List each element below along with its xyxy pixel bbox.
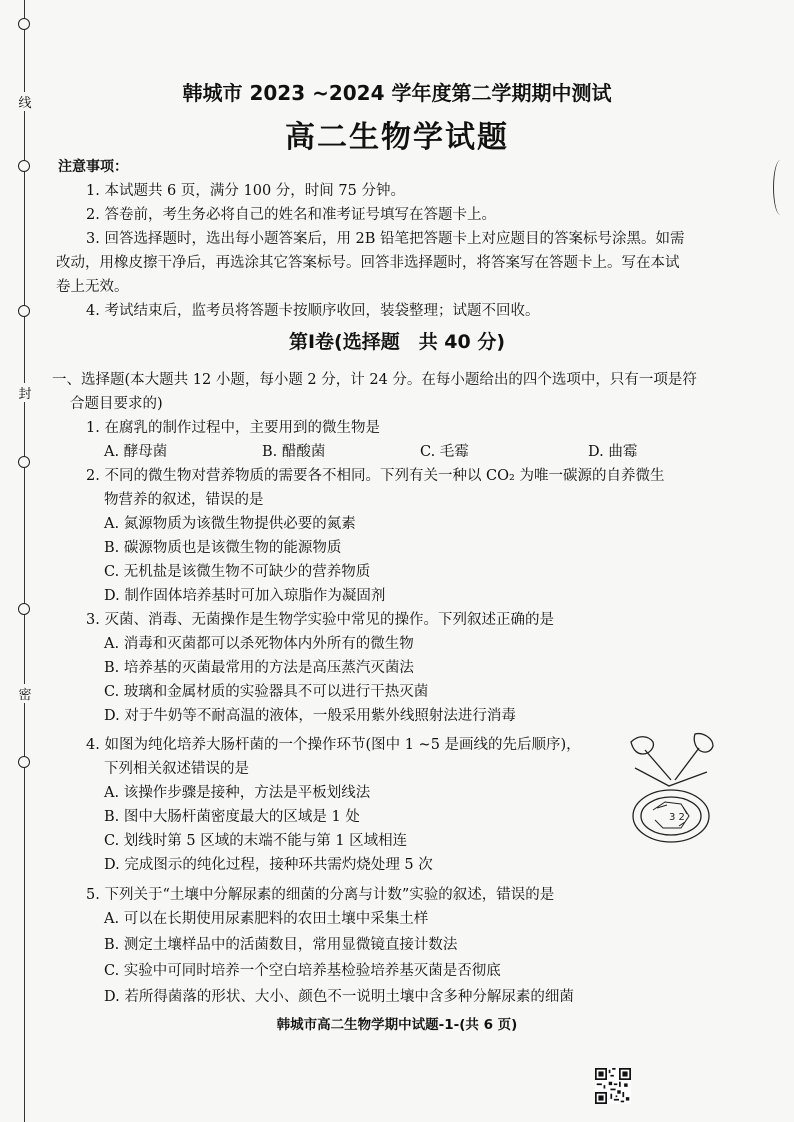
question-5-option-c: C. 实验中可同时培养一个空白培养基检验培养基灭菌是否彻底 [104, 963, 501, 979]
question-3-stem: 3. 灭菌、消毒、无菌操作是生物学实验中常见的操作。下列叙述正确的是 [86, 612, 554, 628]
question-1-option-b: B. 醋酸菌 [262, 444, 326, 460]
notice-line: 1. 本试题共 6 页，满分 100 分，时间 75 分钟。 [86, 183, 405, 199]
question-5-option-d: D. 若所得菌落的形状、大小、颜色不一说明土壤中含多种分解尿素的细菌 [104, 989, 574, 1005]
question-3-option-a: A. 消毒和灭菌都可以杀死物体内外所有的微生物 [104, 636, 414, 652]
question-3-option-d: D. 对于牛奶等不耐高温的液体，一般采用紫外线照射法进行消毒 [104, 708, 516, 724]
question-2-option-a: A. 氮源物质为该微生物提供必要的氮素 [104, 516, 356, 532]
question-5-stem: 5. 下列关于“土壤中分解尿素的细菌的分离与计数”实验的叙述，错误的是 [86, 887, 555, 903]
right-hand-icon [694, 734, 713, 752]
binding-char-mi: 密 [18, 684, 32, 703]
question-3-option-b: B. 培养基的灭菌最常用的方法是高压蒸汽灭菌法 [104, 660, 414, 676]
binding-char-xian: 线 [18, 92, 32, 111]
question-4-stem: 4. 如图为纯化培养大肠杆菌的一个操作环节(图中 1 ~5 是画线的先后顺序)， [86, 737, 581, 753]
question-4-option-b: B. 图中大肠杆菌密度最大的区域是 1 处 [104, 809, 360, 825]
notice-line: 改动，用橡皮擦干净后，再选涂其它答案标号。回答非选择题时，将答案写在答题卡上。写在本试 [56, 255, 680, 271]
notice-line: 2. 答卷前，考生务必将自己的姓名和准考证号填写在答题卡上。 [86, 207, 496, 223]
notice-heading: 注意事项： [58, 159, 128, 175]
streak-plate-figure [625, 728, 717, 848]
question-2-stem: 2. 不同的微生物对营养物质的需要各不相同。下列有关一种以 CO₂ 为唯一碳源的自养微生 [86, 468, 665, 484]
question-4-option-a: A. 该操作步骤是接种，方法是平板划线法 [104, 785, 371, 801]
qr-code-icon [595, 1068, 631, 1104]
left-hand-icon [631, 737, 653, 754]
part-instruction: 一、选择题(本大题共 12 小题，每小题 2 分，计 24 分。在每小题给出的四个选项中，只有一项是符 [52, 372, 697, 388]
question-2-option-c: C. 无机盐是该微生物不可缺少的营养物质 [104, 564, 371, 580]
question-4-option-d: D. 完成图示的纯化过程，接种环共需灼烧处理 5 次 [104, 857, 433, 873]
binding-hole [18, 18, 30, 30]
notice-line: 卷上无效。 [56, 279, 129, 295]
section-heading: 第Ⅰ卷(选择题 共 40 分) [288, 331, 506, 353]
question-3-option-c: C. 玻璃和金属材质的实验器具不可以进行干热灭菌 [104, 684, 429, 700]
binding-margin [0, 0, 50, 1122]
question-1-stem: 1. 在腐乳的制作过程中，主要用到的微生物是 [86, 420, 380, 436]
margin-bracket-mark [773, 160, 788, 215]
paper-title: 高二生物学试题 [285, 120, 509, 155]
question-2-option-d: D. 制作固体培养基时可加入琼脂作为凝固剂 [104, 588, 386, 604]
question-2-option-b: B. 碳源物质也是该微生物的能源物质 [104, 540, 342, 556]
binding-hole [18, 160, 30, 172]
plate-label: 3 2 [669, 812, 685, 823]
binding-char-feng: 封 [18, 383, 32, 402]
notice-line: 4. 考试结束后，监考员将答题卡按顺序收回，装袋整理；试题不回收。 [86, 303, 540, 319]
notice-line: 3. 回答选择题时，选出每小题答案后，用 2B 铅笔把答题卡上对应题目的答案标号涂黑。如需 [86, 231, 685, 247]
binding-hole [18, 756, 30, 768]
question-1-option-d: D. 曲霉 [588, 444, 638, 460]
question-5-option-a: A. 可以在长期使用尿素肥料的农田土壤中采集土样 [104, 911, 429, 927]
question-2-stem-cont: 物营养的叙述，错误的是 [104, 492, 264, 508]
question-5-option-b: B. 测定土壤样品中的活菌数目，常用显微镜直接计数法 [104, 937, 458, 953]
question-1-option-c: C. 毛霉 [420, 444, 469, 460]
binding-hole [18, 456, 30, 468]
exam-title: 韩城市 2023 ~2024 学年度第二学期期中测试 [182, 81, 612, 105]
question-4-option-c: C. 划线时第 5 区域的末端不能与第 1 区域相连 [104, 833, 408, 849]
part-instruction: 合题目要求的) [70, 396, 163, 412]
question-4-stem-cont: 下列相关叙述错误的是 [104, 761, 249, 777]
binding-hole [18, 305, 30, 317]
question-1-option-a: A. 酵母菌 [104, 444, 168, 460]
page-footer: 韩城市高二生物学期中试题-1-(共 6 页) [276, 1017, 518, 1033]
binding-hole [18, 603, 30, 615]
